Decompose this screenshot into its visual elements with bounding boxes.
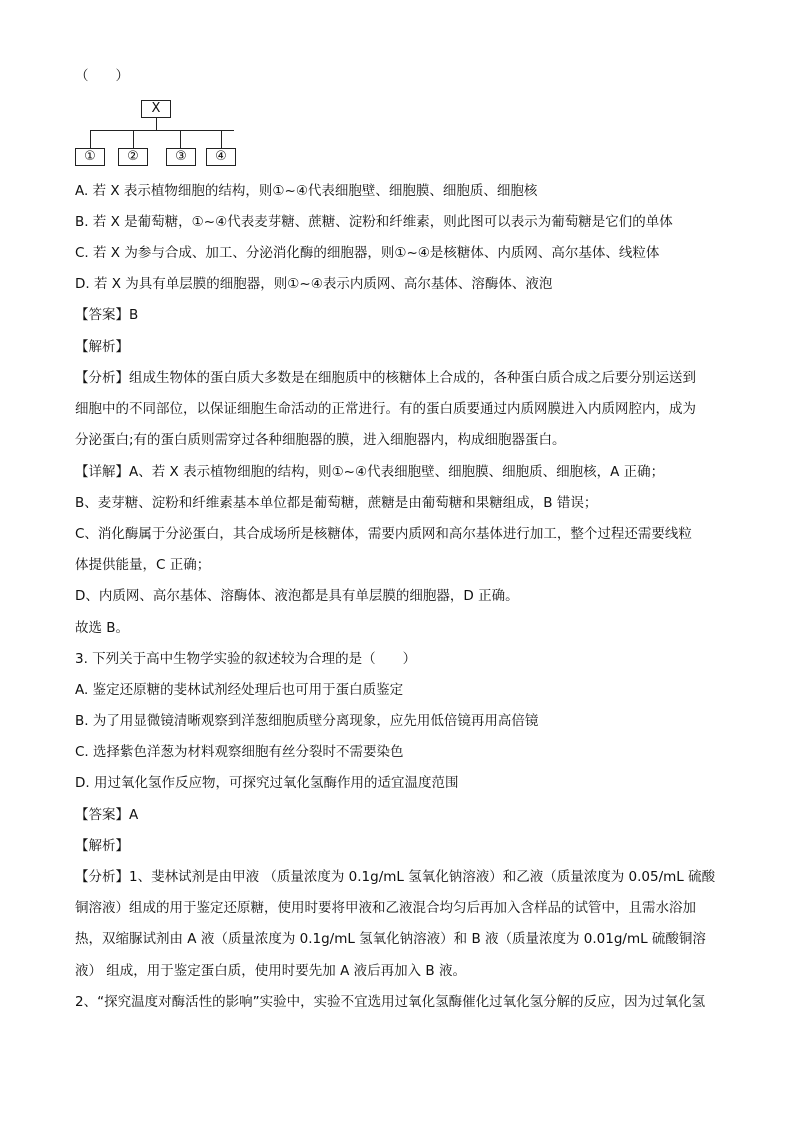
q3-analysis-text-3: 热，双缩脲试剂由 A 液（质量浓度为 0.1g/mL 氢氧化钠溶液）和 B 液（质量浓度为 0.01g/mL 硫酸铜溶 xyxy=(75,931,706,947)
diagram-child-1: ① xyxy=(75,148,105,166)
diagram-root-stem xyxy=(156,118,157,130)
option-c: C. 若 X 为参与合成、加工、分泌消化酶的细胞器，则①~④是核糖体、内质网、高尔基体、线粒体 xyxy=(75,245,660,261)
option-a: A. 若 X 表示植物细胞的结构，则①~④代表细胞壁、细胞膜、细胞质、细胞核 xyxy=(75,183,538,199)
q3-analysis-text-4: 液） 组成，用于鉴定蛋白质，使用时要先加 A 液后再加入 B 液。 xyxy=(75,963,466,979)
diagram-branch-2 xyxy=(133,130,134,148)
q3-option-b: B. 为了用显微镜清晰观察到洋葱细胞质壁分离现象，应先用低倍镜再用高倍镜 xyxy=(75,713,539,729)
q3-answer-label: 【答案】A xyxy=(75,807,139,823)
diagram-branch-1 xyxy=(90,130,91,148)
q3-analysis-label: 【解析】 xyxy=(75,838,129,854)
answer-label: 【答案】B xyxy=(75,307,139,323)
diagram-branch-bar xyxy=(90,130,234,131)
diagram-root-x: X xyxy=(141,100,171,118)
structure-diagram xyxy=(75,98,250,170)
analysis-text-1: 【分析】组成生物体的蛋白质大多数是在细胞质中的核糖体上合成的，各种蛋白质合成之后要分别运送到 xyxy=(75,370,696,386)
analysis-text-2: 细胞中的不同部位，以保证细胞生命活动的正常进行。有的蛋白质要通过内质网膜进入内质网腔内，成为 xyxy=(75,401,696,417)
q3-analysis-text-2: 铜溶液）组成的用于鉴定还原糖，使用时要将甲液和乙液混合均匀后再加入含样品的试管中，且需水浴加 xyxy=(75,900,696,916)
conclusion-text: 故选 B。 xyxy=(75,620,130,636)
option-d: D. 若 X 为具有单层膜的细胞器，则①~④表示内质网、高尔基体、溶酶体、液泡 xyxy=(75,276,553,292)
analysis-text-3: 分泌蛋白;有的蛋白质则需穿过各种细胞器的膜，进入细胞器内，构成细胞器蛋白。 xyxy=(75,432,566,448)
question-paren: （ ） xyxy=(75,68,129,84)
question-3-stem: 3. 下列关于高中生物学实验的叙述较为合理的是（ ） xyxy=(75,651,417,667)
q3-option-a: A. 鉴定还原糖的斐林试剂经处理后也可用于蛋白质鉴定 xyxy=(75,682,404,698)
detail-text-3: C、消化酶属于分泌蛋白，其合成场所是核糖体，需要内质网和高尔基体进行加工，整个过程还需要线粒 xyxy=(75,526,692,542)
detail-text-2: B、麦芽糖、淀粉和纤维素基本单位都是葡萄糖，蔗糖是由葡萄糖和果糖组成，B 错误； xyxy=(75,495,598,511)
diagram-child-4: ④ xyxy=(206,148,236,166)
diagram-child-3: ③ xyxy=(166,148,196,166)
detail-text-1: 【详解】A、若 X 表示植物细胞的结构，则①~④代表细胞壁、细胞膜、细胞质、细胞核，A 正确； xyxy=(75,464,665,480)
q3-analysis-text-1: 【分析】1、斐林试剂是由甲液 （质量浓度为 0.1g/mL 氢氧化钠溶液）和乙液（质量浓度为 0.05/mL 硫酸 xyxy=(75,869,716,885)
diagram-child-2: ② xyxy=(118,148,148,166)
detail-text-5: D、内质网、高尔基体、溶酶体、液泡都是具有单层膜的细胞器，D 正确。 xyxy=(75,588,519,604)
diagram-branch-3 xyxy=(180,130,181,148)
q3-option-d: D. 用过氧化氢作反应物，可探究过氧化氢酶作用的适宜温度范围 xyxy=(75,775,459,791)
q3-option-c: C. 选择紫色洋葱为材料观察细胞有丝分裂时不需要染色 xyxy=(75,744,404,760)
q3-analysis-text-5: 2、“探究温度对酶活性的影响”实验中，实验不宜选用过氧化氢酶催化过氧化氢分解的反应，因为过氧化氢 xyxy=(75,994,706,1010)
option-b: B. 若 X 是葡萄糖，①~④代表麦芽糖、蔗糖、淀粉和纤维素，则此图可以表示为葡萄糖是它们的单体 xyxy=(75,214,673,230)
diagram-branch-4 xyxy=(221,130,222,148)
analysis-label: 【解析】 xyxy=(75,339,129,355)
detail-text-4: 体提供能量，C 正确； xyxy=(75,557,211,573)
